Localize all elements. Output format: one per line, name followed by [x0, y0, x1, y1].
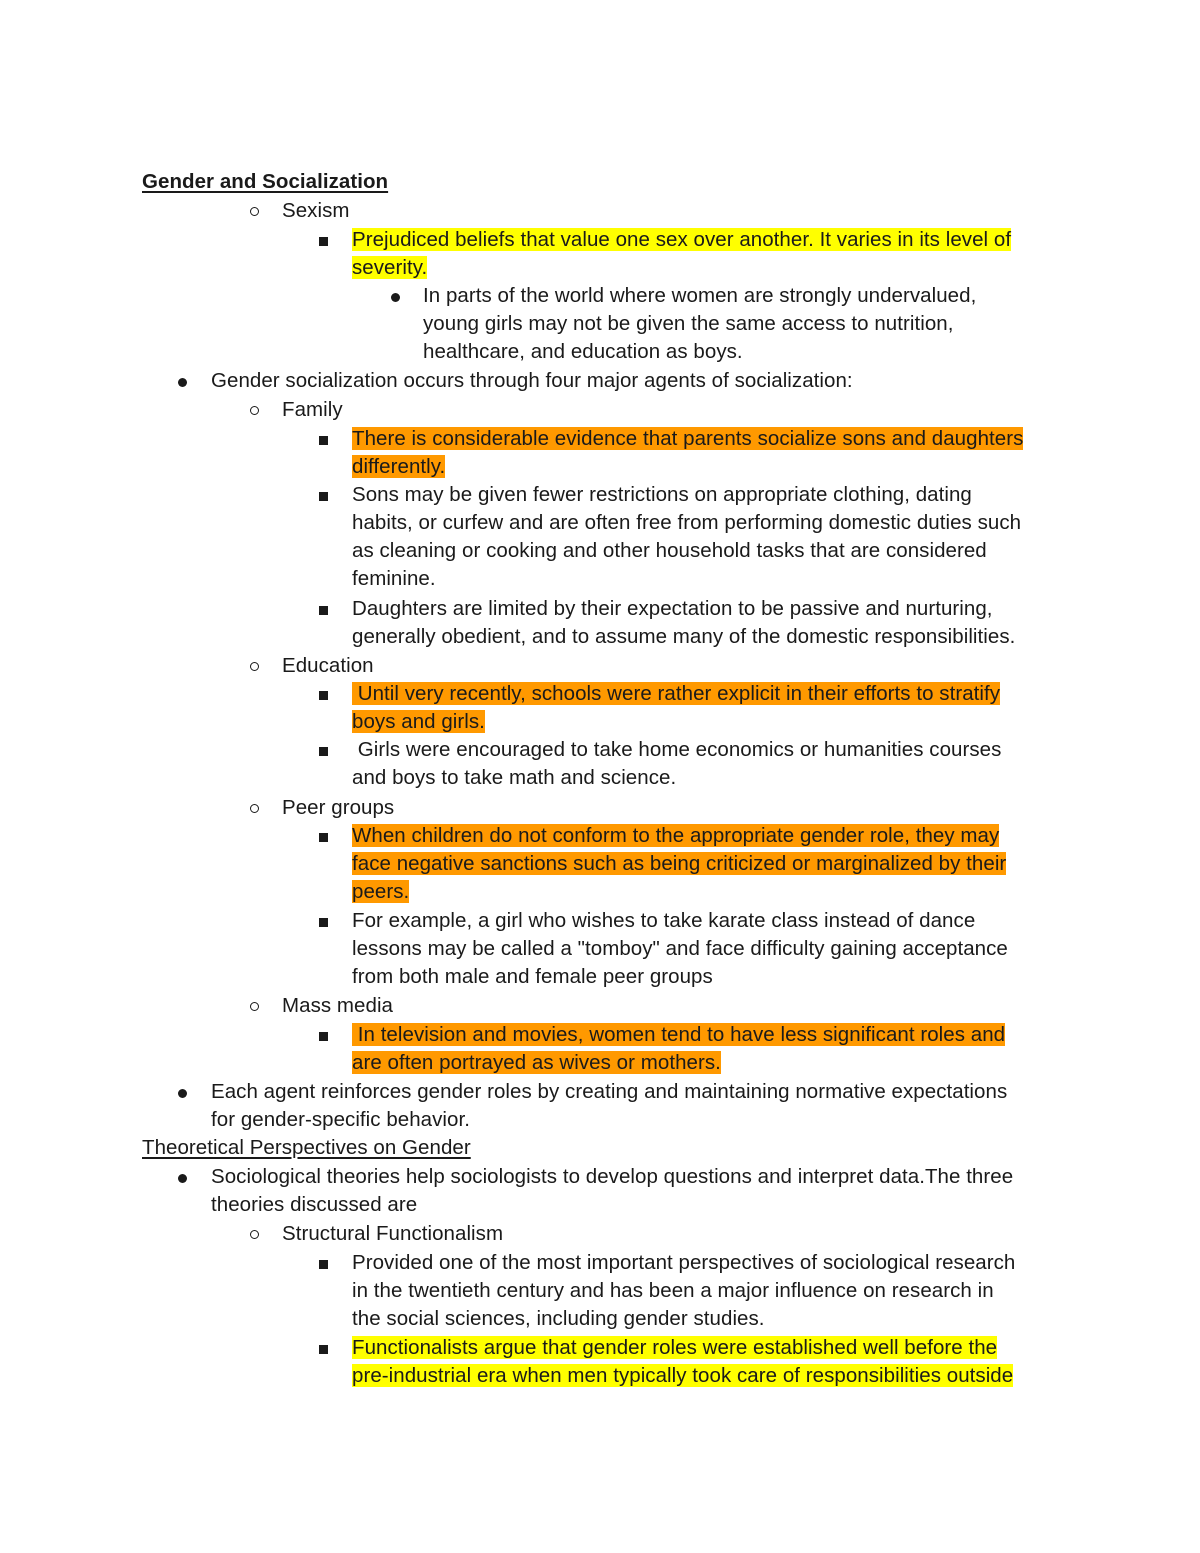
square-bullet-icon [319, 833, 328, 842]
peer-groups-label: Peer groups [282, 796, 395, 819]
highlighted-text: Until very recently, schools were rather explicit in their efforts to stratify [352, 682, 1001, 705]
bullet-icon [391, 293, 400, 302]
body-text: the social sciences, including gender studies. [352, 1307, 765, 1330]
body-text: Daughters are limited by their expectation to be passive and nurturing, [352, 597, 993, 620]
highlighted-text: In television and movies, women tend to have less significant roles and [352, 1023, 1006, 1046]
highlighted-text: differently. [352, 455, 446, 478]
square-bullet-icon [319, 1032, 328, 1041]
square-bullet-icon [319, 492, 328, 501]
body-text: In parts of the world where women are strongly undervalued, [423, 284, 977, 307]
body-text: feminine. [352, 567, 436, 590]
body-text: Provided one of the most important perspectives of sociological research [352, 1251, 1016, 1274]
body-text: young girls may not be given the same access to nutrition, [423, 312, 954, 335]
body-text: Sons may be given fewer restrictions on appropriate clothing, dating [352, 483, 972, 506]
body-text: lessons may be called a "tomboy" and face difficulty gaining acceptance [352, 937, 1008, 960]
body-text: Sociological theories help sociologists to develop questions and interpret data.The three [211, 1165, 1014, 1188]
section-title: Gender and Socialization [142, 170, 389, 193]
highlighted-text: Functionalists argue that gender roles were established well before the [352, 1336, 998, 1359]
hollow-bullet-icon [250, 1230, 259, 1239]
highlighted-text: pre-industrial era when men typically took care of responsibilities outside [352, 1364, 1014, 1387]
bullet-icon [178, 1174, 187, 1183]
square-bullet-icon [319, 691, 328, 700]
structural-functionalism-label: Structural Functionalism [282, 1222, 504, 1245]
hollow-bullet-icon [250, 1002, 259, 1011]
body-text: for gender-specific behavior. [211, 1108, 470, 1131]
body-text: Each agent reinforces gender roles by creating and maintaining normative expectations [211, 1080, 1008, 1103]
body-text: Gender socialization occurs through four major agents of socialization: [211, 369, 853, 392]
bullet-icon [178, 378, 187, 387]
hollow-bullet-icon [250, 662, 259, 671]
hollow-bullet-icon [250, 406, 259, 415]
body-text: habits, or curfew and are often free from performing domestic duties such [352, 511, 1022, 534]
hollow-bullet-icon [250, 804, 259, 813]
section-subtitle: Theoretical Perspectives on Gender [142, 1136, 471, 1159]
highlighted-text: face negative sanctions such as being criticized or marginalized by their [352, 852, 1007, 875]
body-text: from both male and female peer groups [352, 965, 713, 988]
square-bullet-icon [319, 237, 328, 246]
highlighted-text: severity. [352, 256, 428, 279]
mass-media-label: Mass media [282, 994, 394, 1017]
highlighted-text: When children do not conform to the appropriate gender role, they may [352, 824, 1000, 847]
square-bullet-icon [319, 436, 328, 445]
body-text: generally obedient, and to assume many of the domestic responsibilities. [352, 625, 1016, 648]
highlighted-text: peers. [352, 880, 410, 903]
body-text: Girls were encouraged to take home economics or humanities courses [352, 738, 1002, 761]
highlighted-text: There is considerable evidence that parents socialize sons and daughters [352, 427, 1024, 450]
education-label: Education [282, 654, 374, 677]
highlighted-text: Prejudiced beliefs that value one sex over another. It varies in its level of [352, 228, 1012, 251]
body-text: theories discussed are [211, 1193, 418, 1216]
body-text: For example, a girl who wishes to take karate class instead of dance [352, 909, 976, 932]
body-text: healthcare, and education as boys. [423, 340, 743, 363]
highlighted-text: boys and girls. [352, 710, 485, 733]
square-bullet-icon [319, 918, 328, 927]
bullet-icon [178, 1089, 187, 1098]
hollow-bullet-icon [250, 207, 259, 216]
highlighted-text: are often portrayed as wives or mothers. [352, 1051, 721, 1074]
square-bullet-icon [319, 1345, 328, 1354]
body-text: as cleaning or cooking and other household tasks that are considered [352, 539, 987, 562]
family-label: Family [282, 398, 343, 421]
square-bullet-icon [319, 747, 328, 756]
sexism-label: Sexism [282, 199, 350, 222]
body-text: in the twentieth century and has been a major influence on research in [352, 1279, 994, 1302]
square-bullet-icon [319, 606, 328, 615]
square-bullet-icon [319, 1260, 328, 1269]
body-text: and boys to take math and science. [352, 766, 677, 789]
